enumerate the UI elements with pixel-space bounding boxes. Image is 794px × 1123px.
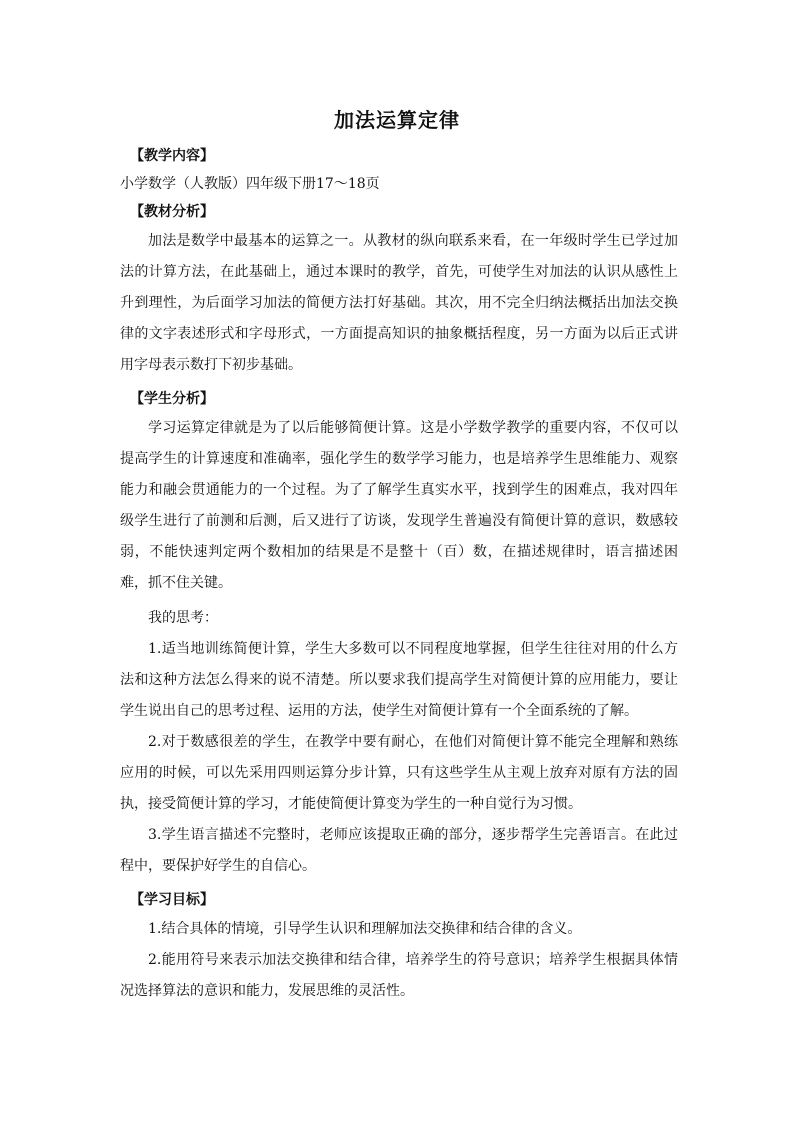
textbook-analysis-paragraph: 加法是数学中最基本的运算之一。从教材的纵向联系来看，在一年级时学生已学过加法的计算方法，在此基础上，通过本课时的教学，首先，可使学生对加法的认识从感性上升到理性，为后面学习加法的简便方法打好基础。其次，用不完全归纳法概括出加法交换律的文字表述形式和字母形式，一方面提高知识的抽象概括程度，另一方面为以后正式讲用字母表示数打下初步基础。 <box>120 233 678 373</box>
thinking-label: 我的思考： <box>148 610 218 626</box>
learning-goal-2: 2.能用符号来表示加法交换律和结合律，培养学生的符号意识；培养学生根据具体情况选择算法的意识和能力，发展思维的灵活性。 <box>120 952 678 999</box>
section-heading-learning-goals: 【学习目标】 <box>130 892 214 908</box>
learning-goal-1: 1.结合具体的情境，引导学生认识和理解加法交换律和结合律的含义。 <box>148 921 582 937</box>
section-heading-textbook-analysis: 【教材分析】 <box>130 204 214 220</box>
thinking-item-1: 1.适当地训练简便计算，学生大多数可以不同程度地掌握，但学生往往对用的什么方法和这种方法怎么得来的说不清楚。所以要求我们提高学生对简便计算的应用能力，要让学生说出自己的思考过程、运用的方法，使学生对简便计算有一个全面系统的了解。 <box>120 641 678 719</box>
section-heading-teaching-content: 【教学内容】 <box>130 148 214 164</box>
thinking-item-3: 3.学生语言描述不完整时，老师应该提取正确的部分，逐步帮学生完善语言。在此过程中，要保护好学生的自信心。 <box>120 827 678 874</box>
teaching-content-text: 小学数学（人教版）四年级下册17～18页 <box>120 176 380 192</box>
document-body <box>120 142 678 1007</box>
document-title: 加法运算定律 <box>334 108 460 132</box>
section-heading-student-analysis: 【学生分析】 <box>130 391 214 407</box>
student-analysis-paragraph: 学习运算定律就是为了以后能够简便计算。这是小学数学教学的重要内容，不仅可以提高学生的计算速度和准确率，强化学生的数学学习能力，也是培养学生思维能力、观察能力和融会贯通能力的一个过程。为了了解学生真实水平，找到学生的困难点，我对四年级学生进行了前测和后测，后又进行了访谈，发现学生普遍没有简便计算的意识，数感较弱，不能快速判定两个数相加的结果是不是整十（百）数，在描述规律时，语言描述困难，抓不住关键。 <box>120 420 678 591</box>
thinking-item-2: 2.对于数感很差的学生，在教学中要有耐心，在他们对简便计算不能完全理解和熟练应用的时候，可以先采用四则运算分步计算，只有这些学生从主观上放弃对原有方法的固执，接受简便计算的学习，才能使简便计算变为学生的一种自觉行为习惯。 <box>120 734 678 812</box>
